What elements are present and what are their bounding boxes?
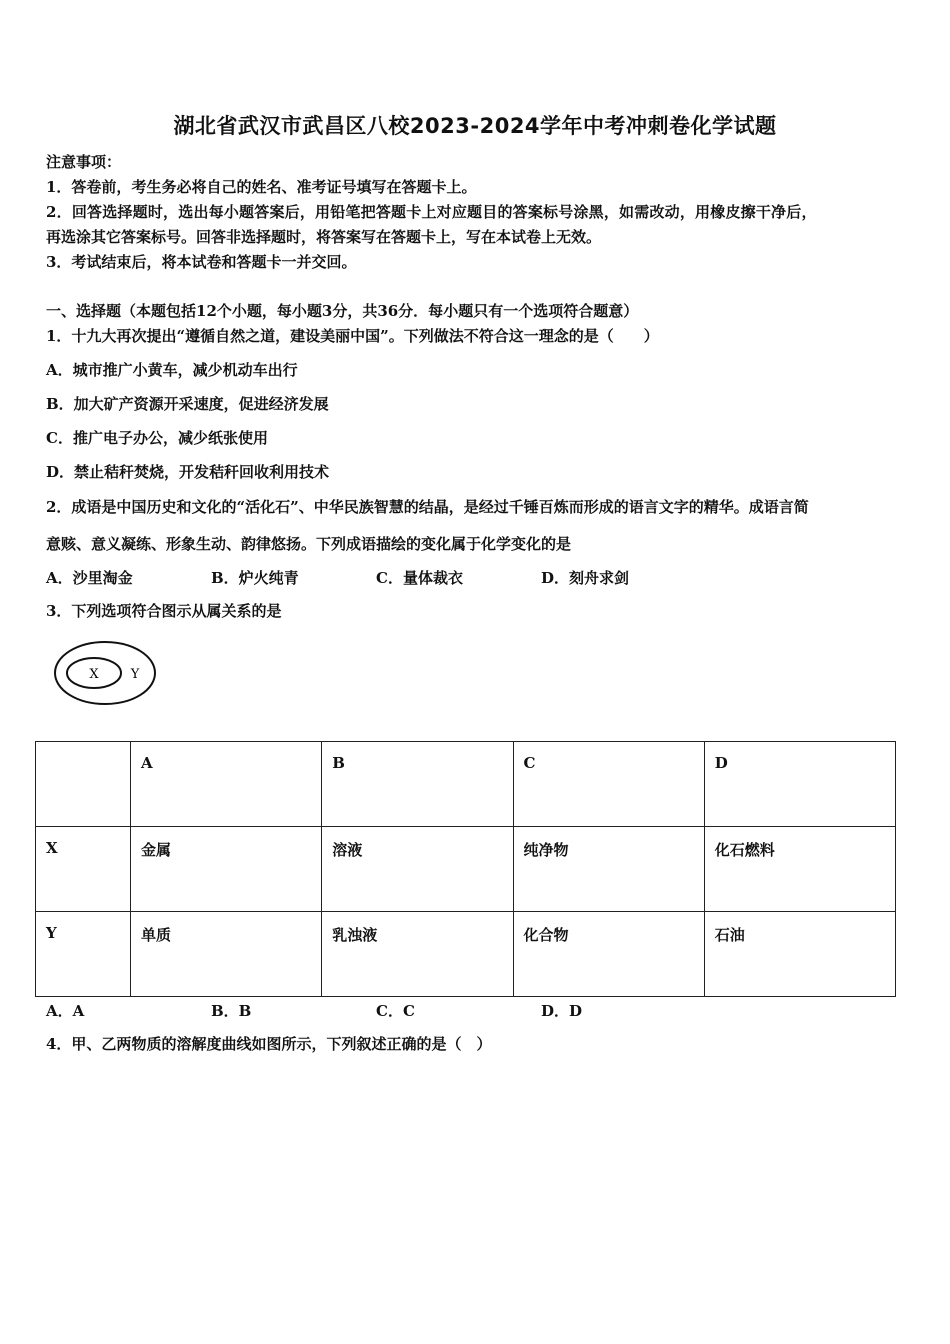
page-title: 湖北省武汉市武昌区八校2023-2024学年中考冲刺卷化学试题	[173, 114, 777, 138]
q3-option-a: A．A	[46, 1002, 85, 1020]
q1-stem: 1．十九大再次提出“遵循自然之道，建设美丽中国”。下列做法不符合这一理念的是（ ）	[46, 327, 659, 345]
venn-diagram	[52, 636, 162, 710]
q1-option-a: A．城市推广小黄车，减少机动车出行	[46, 361, 298, 379]
table-cell: Y	[36, 912, 131, 997]
table-cell: 化石燃料	[704, 827, 895, 912]
table-cell: 乳浊液	[322, 912, 513, 997]
table-cell: 化合物	[513, 912, 704, 997]
q2-option-b: B．炉火纯青	[211, 569, 299, 587]
section-heading: 一、选择题（本题包括12个小题，每小题3分，共36分．每小题只有一个选项符合题意）	[46, 302, 639, 320]
table-cell: 单质	[131, 912, 322, 997]
q3-stem: 3．下列选项符合图示从属关系的是	[46, 602, 282, 620]
table-cell: 金属	[131, 827, 322, 912]
q4-stem: 4．甲、乙两物质的溶解度曲线如图所示，下列叙述正确的是（ ）	[46, 1035, 492, 1053]
notice-heading: 注意事项：	[46, 153, 122, 171]
notice-item-1: 1．答卷前，考生务必将自己的姓名、准考证号填写在答题卡上。	[46, 178, 477, 196]
q1-option-d: D．禁止秸秆焚烧，开发秸秆回收利用技术	[46, 463, 330, 481]
q3-option-c: C．C	[376, 1002, 415, 1020]
q2-option-c: C．量体裁衣	[376, 569, 463, 587]
q1-option-b: B．加大矿产资源开采速度，促进经济发展	[46, 395, 329, 413]
q3-option-d: D．D	[541, 1002, 583, 1020]
q2-stem-2: 意赅、意义凝练、形象生动、韵律悠扬。下列成语描绘的变化属于化学变化的是	[46, 535, 572, 553]
venn-outer-ellipse	[55, 642, 155, 704]
notice-item-2a: 2．回答选择题时，选出每小题答案后，用铅笔把答题卡上对应题目的答案标号涂黑，如需改动，用橡皮擦干净后，	[46, 203, 817, 221]
notice-item-2b: 再选涂其它答案标号。回答非选择题时，将答案写在答题卡上，写在本试卷上无效。	[46, 228, 602, 246]
q3-table	[35, 741, 896, 997]
table-cell	[36, 742, 131, 827]
q3-option-b: B．B	[211, 1002, 252, 1020]
table-cell: C	[513, 742, 704, 827]
table-cell: 纯净物	[513, 827, 704, 912]
venn-label-y: Y	[130, 667, 140, 682]
table-cell: X	[36, 827, 131, 912]
table-cell: 石油	[704, 912, 895, 997]
table-row-y	[36, 912, 896, 997]
table-cell: B	[322, 742, 513, 827]
table-cell: A	[131, 742, 322, 827]
venn-label-x: X	[89, 667, 99, 682]
q2-option-a: A．沙里淘金	[46, 569, 133, 587]
q1-option-c: C．推广电子办公，减少纸张使用	[46, 429, 268, 447]
table-row-header	[36, 742, 896, 827]
table-cell: 溶液	[322, 827, 513, 912]
table-cell: D	[704, 742, 895, 827]
q2-option-d: D．刻舟求剑	[541, 569, 630, 587]
table-row-x	[36, 827, 896, 912]
q2-stem-1: 2．成语是中国历史和文化的“活化石”、中华民族智慧的结晶，是经过千锤百炼而形成的语言文字的精华。成语言简	[46, 498, 809, 516]
notice-item-3: 3．考试结束后，将本试卷和答题卡一并交回。	[46, 253, 357, 271]
